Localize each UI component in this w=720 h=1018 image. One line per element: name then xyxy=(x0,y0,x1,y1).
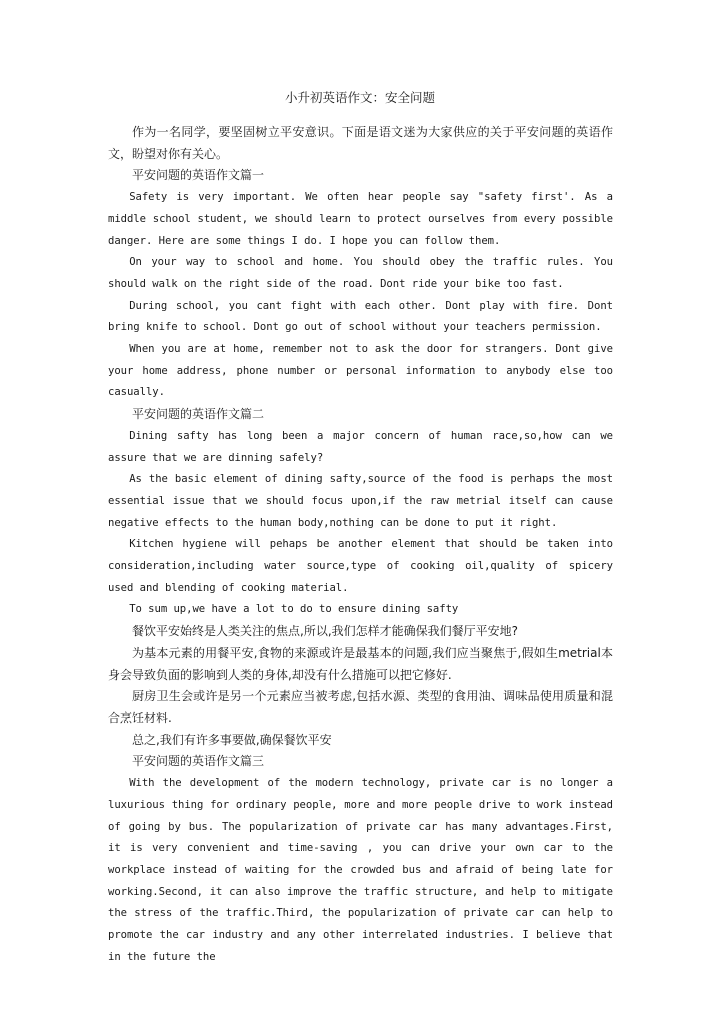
paragraph: 为基本元素的用餐平安,食物的来源或许是最基本的问题,我们应当聚焦于,假如生metrial本身会导致负面的影响到人类的身体,却没有什么措施可以把它修好. xyxy=(108,645,613,682)
page-title: 小升初英语作文：安全问题 xyxy=(284,90,435,105)
paragraph: To sum up,we have a lot to do to ensure dining safty xyxy=(129,603,459,616)
paragraph: With the development of the modern technology, private car is no longer a luxurious thing for ordinary people, more and more people drive to work instead of going by bus. The popularization of private car has many advantages.First, it is very convenient and time-saving , you can drive your own car to the workplace instead of waiting for the crowded bus and afraid of being late for working.Second, it can also improve the traffic structure, and help to mitigate the stress of the traffic.Third, the popularization of private car can help to promote the car industry and any other interrelated industries. I believe that in the future the xyxy=(108,777,613,963)
paragraph: 总之,我们有许多事要做,确保餐饮平安 xyxy=(132,732,332,747)
paragraph: When you are at home, remember not to ask the door for strangers. Dont give your home address, phone number or personal information to anybody else too casually. xyxy=(108,343,613,399)
paragraph: On your way to school and home. You should obey the traffic rules. You should walk on the right side of the road. Dont ride your bike too fast. xyxy=(108,256,613,290)
paragraph: During school, you cant fight with each other. Dont play with fire. Dont bring knife to school. Dont go out of school without your teachers permission. xyxy=(108,299,613,334)
paragraph: As the basic element of dining safty,source of the food is perhaps the most essential issue that we should focus upon,if the raw metrial itself can cause negative effects to the human body,nothing can be done to put it right. xyxy=(108,473,613,529)
paragraph: Kitchen hygiene will pehaps be another element that should be taken into consideration,including water source,type of cooking oil,quality of spicery used and blending of cooking material. xyxy=(108,538,613,594)
section-heading: 平安问题的英语作文篇二 xyxy=(132,407,265,422)
paragraph: Dining safty has long been a major concern of human race,so,how can we assure that we are dinning safely? xyxy=(108,429,613,464)
paragraph: 厨房卫生会或许是另一个元素应当被考虑,包括水源、类型的食用油、调味品使用质量和混合烹饪材料. xyxy=(108,689,613,725)
section-heading: 平安问题的英语作文篇一 xyxy=(132,168,265,183)
paragraph: Safety is very important. We often hear people say "safety first'. As a middle school student, we should learn to protect ourselves from every possible danger. Here are some things I do. I hope you can follow them. xyxy=(108,191,613,247)
paragraph: 作为一名同学，要坚固树立平安意识。下面是语文迷为大家供应的关于平安问题的英语作文，盼望对你有关心。 xyxy=(108,125,613,161)
article-body xyxy=(108,122,613,968)
paragraph: 餐饮平安始终是人类关注的焦点,所以,我们怎样才能确保我们餐厅平安地? xyxy=(132,624,519,639)
section-heading: 平安问题的英语作文篇三 xyxy=(132,754,265,769)
